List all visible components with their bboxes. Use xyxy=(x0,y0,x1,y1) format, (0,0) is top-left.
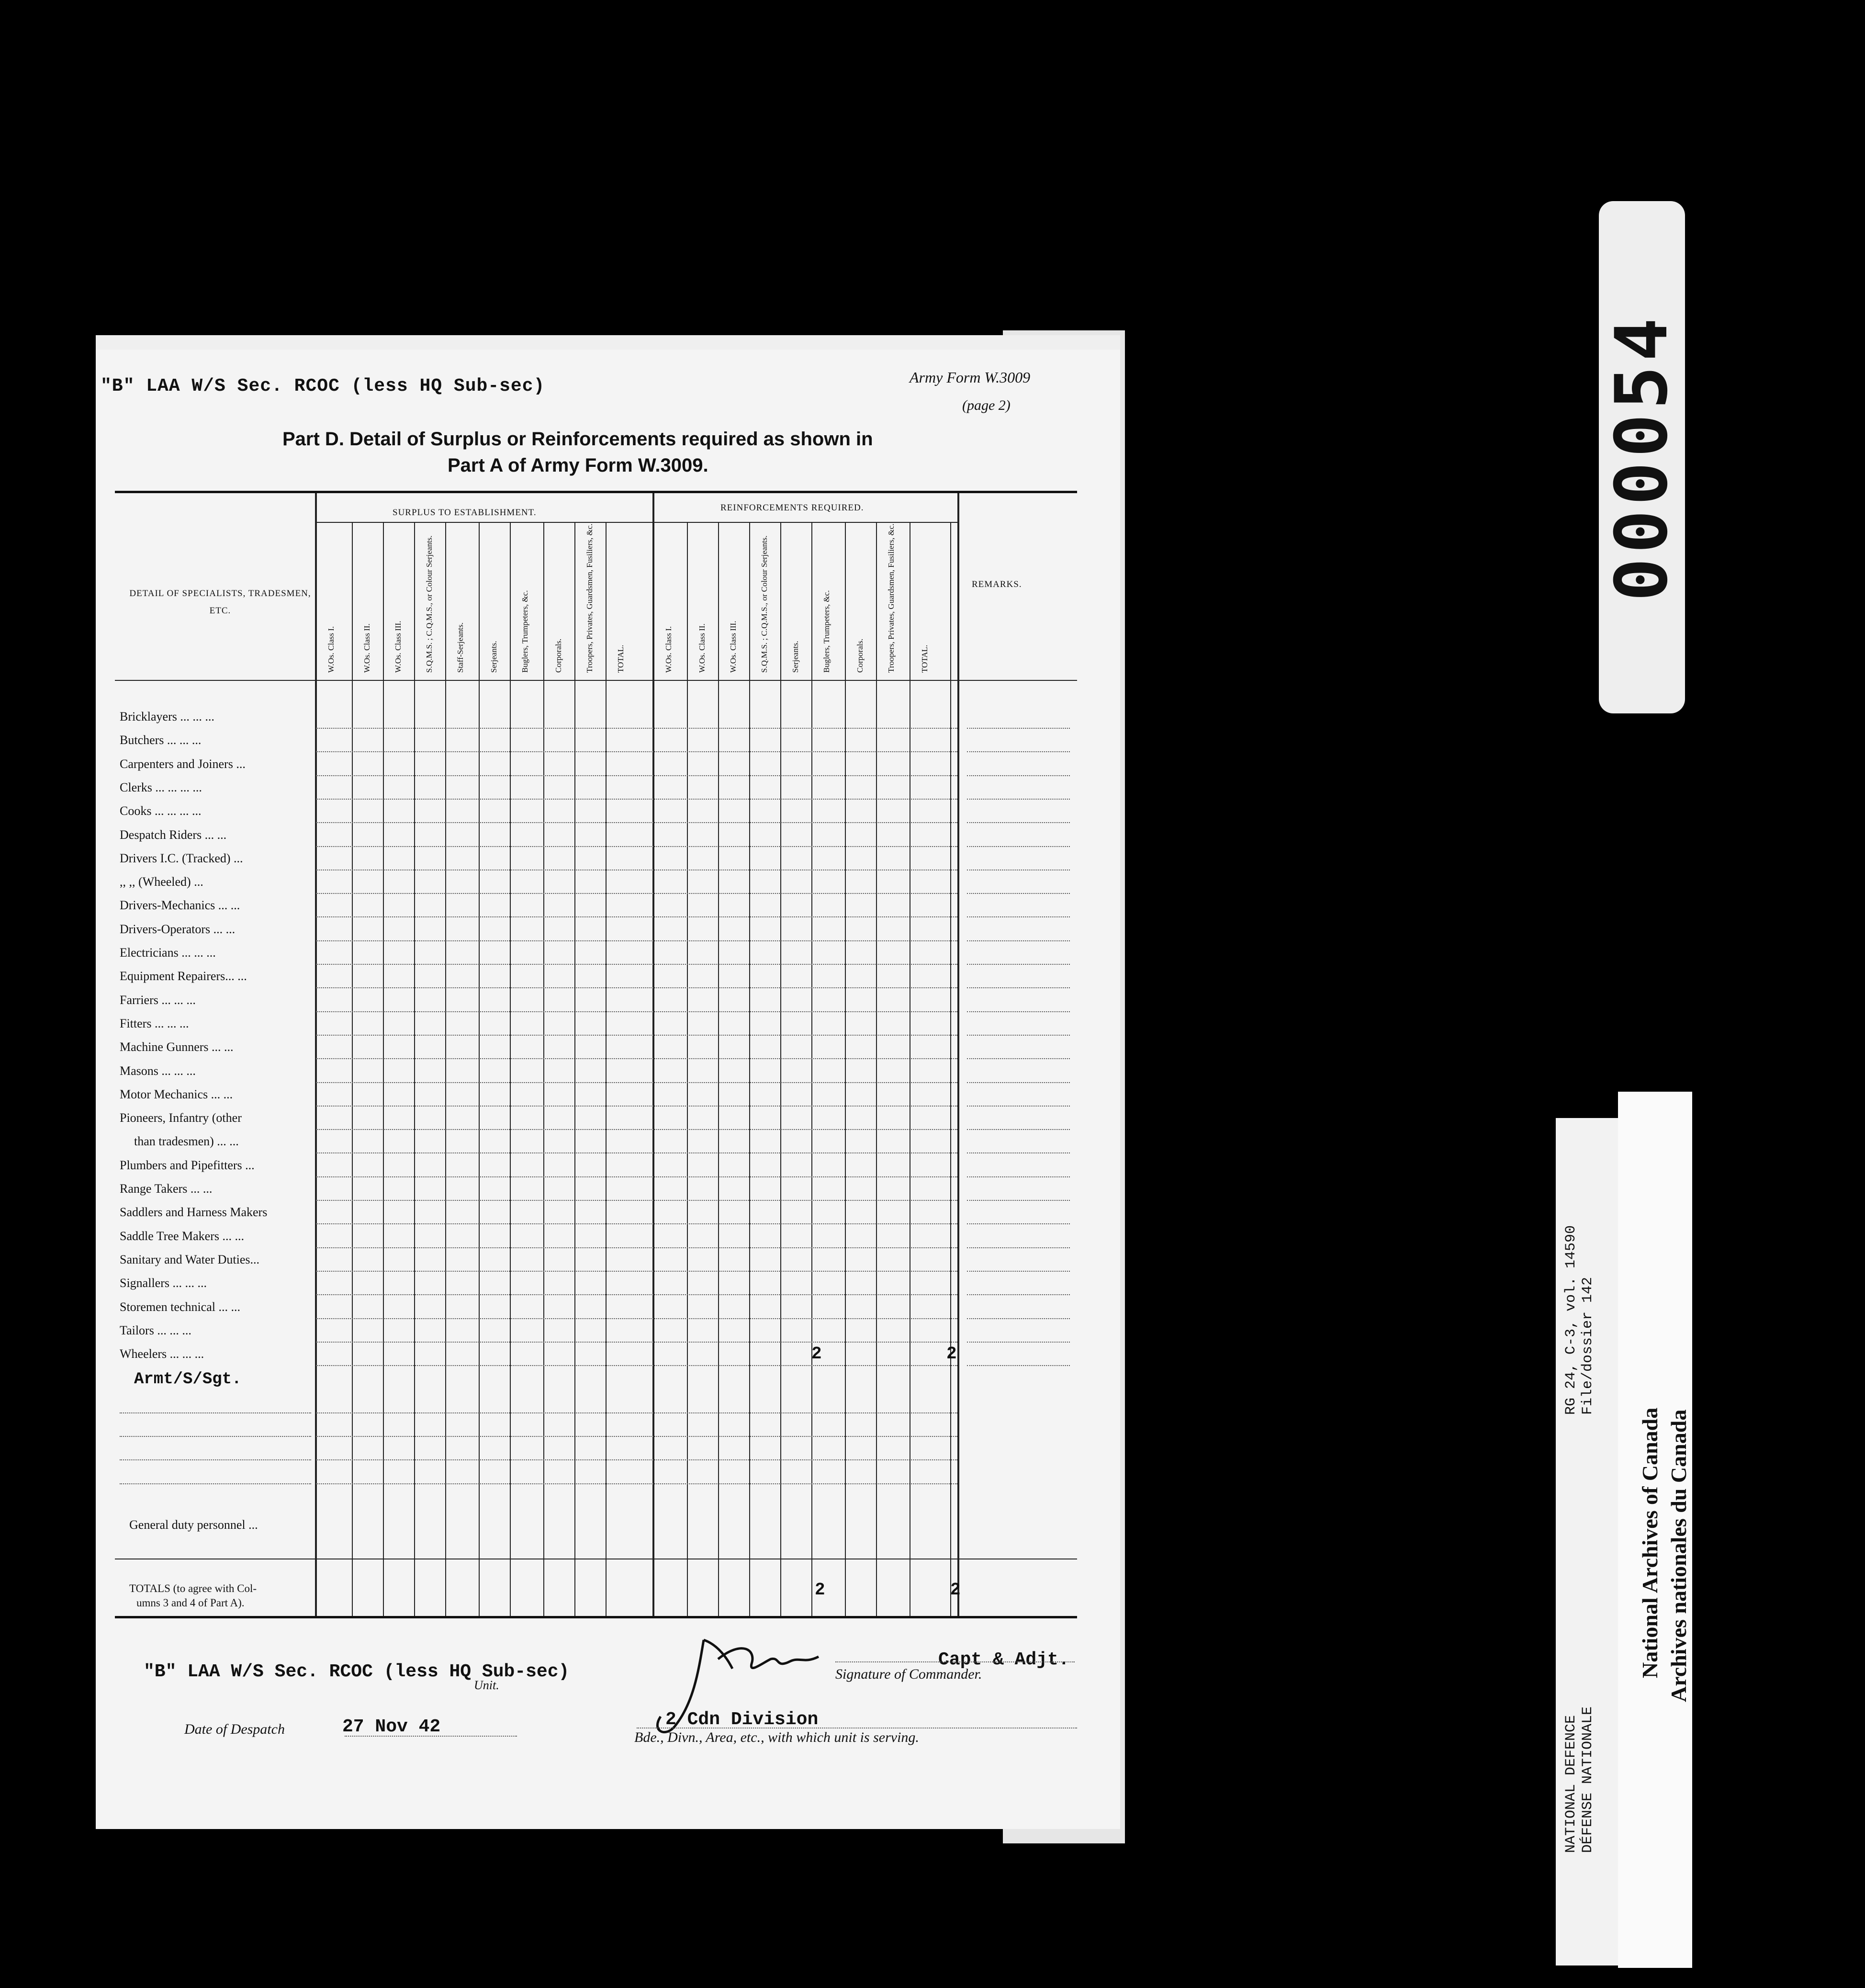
remarks-row-rule xyxy=(967,1106,1070,1107)
remarks-row-rule xyxy=(967,1082,1070,1083)
row-rule xyxy=(316,1271,957,1272)
totals-serjeants-value: 2 xyxy=(815,1580,825,1600)
row-rule xyxy=(316,1035,957,1036)
row-label: Signallers ... ... ... xyxy=(120,1276,207,1290)
remarks-row-rule xyxy=(967,846,1070,847)
row-label: Machine Gunners ... ... xyxy=(120,1040,234,1054)
row-rule xyxy=(316,1342,957,1343)
remarks-row-rule xyxy=(967,1200,1070,1201)
row-rule xyxy=(316,1200,957,1201)
despatch-date-value: 27 Nov 42 xyxy=(342,1717,441,1737)
reinforcement-column-line xyxy=(950,522,951,1616)
totals-total-value: 2 xyxy=(950,1580,961,1600)
surplus-column-header: Buglers, Trumpeters, &c. xyxy=(520,590,529,673)
extra-row-total-value: 2 xyxy=(946,1344,957,1364)
row-label: Wheelers ... ... ... xyxy=(120,1347,204,1361)
separator-remarks xyxy=(957,493,959,1616)
row-rule xyxy=(316,1058,957,1059)
surplus-column-header: W.Os. Class II. xyxy=(362,623,371,673)
row-label: Fitters ... ... ... xyxy=(120,1016,189,1030)
remarks-row-rule xyxy=(967,940,1070,941)
row-rule xyxy=(316,775,957,776)
row-rule xyxy=(316,1176,957,1177)
date-dotted-line xyxy=(345,1736,517,1737)
row-label: Drivers I.C. (Tracked) ... xyxy=(120,851,243,865)
totals-label-2: umns 3 and 4 of Part A). xyxy=(136,1597,245,1609)
reinforcement-column-header: W.Os. Class III. xyxy=(729,621,738,673)
surplus-column-line xyxy=(445,522,446,1616)
reinforcement-column-header: Buglers, Trumpeters, &c. xyxy=(822,590,831,673)
row-label: than tradesmen) ... ... xyxy=(134,1134,239,1149)
archive-reference-2: File/dossier 142 xyxy=(1580,1276,1596,1415)
reinforcement-column-line xyxy=(749,522,750,1616)
reinforcement-column-line xyxy=(811,522,812,1616)
surplus-column-line xyxy=(316,522,317,1616)
row-label: Carpenters and Joiners ... xyxy=(120,757,246,771)
surplus-column-line xyxy=(574,522,575,1616)
row-label: Clerks ... ... ... ... xyxy=(120,780,202,794)
blank-label-rule xyxy=(120,1436,311,1437)
remarks-row-rule xyxy=(967,799,1070,800)
extra-row-serjeants-value: 2 xyxy=(811,1344,822,1364)
remarks-row-rule xyxy=(967,775,1070,776)
row-rule xyxy=(316,846,957,847)
detail-table xyxy=(115,491,1077,1618)
reinforcement-column-line xyxy=(653,522,654,1616)
reinforcements-group-header: REINFORCEMENTS REQUIRED. xyxy=(720,503,864,513)
row-label: Sanitary and Water Duties... xyxy=(120,1252,260,1266)
remarks-row-rule xyxy=(967,728,1070,729)
row-rule xyxy=(316,964,957,965)
part-d-heading: Part D. Detail of Surplus or Reinforcements required as shown in xyxy=(282,429,873,450)
remarks-row-rule xyxy=(967,1058,1070,1059)
surplus-column-header: W.Os. Class III. xyxy=(393,621,403,673)
surplus-column-header: Corporals. xyxy=(554,638,563,673)
remarks-row-rule xyxy=(967,1176,1070,1177)
remarks-row-rule xyxy=(967,1247,1070,1248)
defence-en: NATIONAL DEFENCE xyxy=(1563,1715,1579,1853)
remarks-row-rule xyxy=(967,751,1070,752)
header-bottom-rule xyxy=(115,680,1077,681)
row-rule xyxy=(316,987,957,988)
row-label: Plumbers and Pipefitters ... xyxy=(120,1158,255,1172)
blank-row-rule xyxy=(316,1459,957,1460)
reinforcement-column-header: S.Q.M.S. ; C.Q.M.S., or Colour Serjeants. xyxy=(760,535,769,673)
blank-label-rule xyxy=(120,1459,311,1460)
archive-reference-1: RG 24, C-3, vol. 14590 xyxy=(1563,1225,1579,1415)
surplus-column-line xyxy=(414,522,415,1616)
blank-row-rule xyxy=(316,1436,957,1437)
remarks-column-header: REMARKS. xyxy=(972,579,1022,589)
surplus-column-header: Staff-Serjeants. xyxy=(456,622,465,673)
reinforcement-column-line xyxy=(718,522,719,1616)
surplus-group-header: SURPLUS TO ESTABLISHMENT. xyxy=(393,508,537,518)
row-rule xyxy=(316,916,957,917)
remarks-row-rule xyxy=(967,1294,1070,1295)
form-page: (page 2) xyxy=(962,397,1011,413)
reinforcement-column-line xyxy=(687,522,688,1616)
despatch-date-label: Date of Despatch xyxy=(184,1721,285,1737)
row-label: Motor Mechanics ... ... xyxy=(120,1087,233,1101)
row-rule xyxy=(316,1129,957,1130)
remarks-row-rule xyxy=(967,987,1070,988)
remarks-row-rule xyxy=(967,1271,1070,1272)
row-label: Tailors ... ... ... xyxy=(120,1323,191,1337)
blank-label-rule xyxy=(120,1483,311,1484)
signature-dotted-line xyxy=(835,1661,1075,1662)
remarks-row-rule xyxy=(967,822,1070,823)
row-rule xyxy=(316,1223,957,1224)
reinforcement-column-header: Serjeants. xyxy=(791,641,800,673)
blank-label-rule xyxy=(120,1412,311,1413)
blank-row-rule xyxy=(316,1412,957,1413)
row-label: Storemen technical ... ... xyxy=(120,1299,240,1314)
frame-number: 000054 xyxy=(1600,313,1684,601)
row-rule xyxy=(316,1106,957,1107)
footer-unit-caption: Unit. xyxy=(474,1678,499,1692)
extra-row-label: Armt/S/Sgt. xyxy=(134,1370,242,1389)
detail-column-header: DETAIL OF SPECIALISTS, TRADESMEN, ETC. xyxy=(129,588,311,616)
surplus-column-header: S.Q.M.S. ; C.Q.M.S., or Colour Serjeants. xyxy=(425,535,434,673)
surplus-column-line xyxy=(352,522,353,1616)
part-d-subheading: Part A of Army Form W.3009. xyxy=(448,455,708,476)
row-rule xyxy=(316,1247,957,1248)
row-label: Butchers ... ... ... xyxy=(120,733,202,747)
row-rule xyxy=(316,822,957,823)
row-label: Drivers-Mechanics ... ... xyxy=(120,898,240,913)
unit-header: "B" LAA W/S Sec. RCOC (less HQ Sub-sec) xyxy=(101,376,545,396)
surplus-column-header: TOTAL. xyxy=(616,644,625,673)
surplus-column-line xyxy=(606,522,607,1616)
row-label: ,, ,, (Wheeled) ... xyxy=(120,875,203,889)
row-rule xyxy=(316,799,957,800)
general-duty-label: General duty personnel ... xyxy=(129,1518,258,1532)
remarks-row-rule xyxy=(967,1365,1070,1366)
form-number: Army Form W.3009 xyxy=(910,369,1031,386)
blank-row-rule xyxy=(316,1483,957,1484)
remarks-row-rule xyxy=(967,893,1070,894)
reinforcement-column-header: W.Os. Class II. xyxy=(697,623,707,673)
reinforcement-column-header: Troopers, Privates, Guardsmen, Fusiliers, &c. xyxy=(887,523,896,673)
defence-fr: DÉFENSE NATIONALE xyxy=(1580,1706,1596,1853)
surplus-column-header: Troopers, Privates, Guardsmen, Fusiliers, &c. xyxy=(585,523,594,673)
row-label: Bricklayers ... ... ... xyxy=(120,710,214,723)
division-caption: Bde., Divn., Area, etc., with which unit is serving. xyxy=(634,1729,919,1745)
signature-title: Capt & Adjt. xyxy=(938,1649,1069,1670)
paper-edge xyxy=(96,335,1120,350)
row-label: Cooks ... ... ... ... xyxy=(120,804,202,818)
remarks-row-rule xyxy=(967,1342,1070,1343)
frame-number-stamp xyxy=(1599,201,1685,713)
totals-label-1: TOTALS (to agree with Col- xyxy=(129,1582,257,1594)
row-rule xyxy=(316,751,957,752)
reinforcement-column-line xyxy=(845,522,846,1616)
row-label: Farriers ... ... ... xyxy=(120,993,196,1007)
reinforcement-column-header: TOTAL. xyxy=(920,644,929,673)
reinforcement-column-line xyxy=(780,522,781,1616)
surplus-column-line xyxy=(510,522,511,1616)
row-rule xyxy=(316,1082,957,1083)
row-label: Despatch Riders ... ... xyxy=(120,827,227,842)
remarks-row-rule xyxy=(967,1035,1070,1036)
remarks-row-rule xyxy=(967,1223,1070,1224)
surplus-column-line xyxy=(479,522,480,1616)
row-rule xyxy=(316,1318,957,1319)
row-label: Equipment Repairers... ... xyxy=(120,969,247,983)
signature-caption: Signature of Commander. xyxy=(835,1666,982,1682)
row-rule xyxy=(316,940,957,941)
national-archives-en: National Archives of Canada xyxy=(1638,1407,1662,1678)
national-archives-fr: Archives nationales du Canada xyxy=(1666,1409,1691,1702)
surplus-column-line xyxy=(543,522,544,1616)
reinforcement-column-header: Corporals. xyxy=(855,638,865,673)
row-rule xyxy=(316,1365,957,1366)
remarks-row-rule xyxy=(967,1318,1070,1319)
row-label: Pioneers, Infantry (other xyxy=(120,1111,242,1125)
row-label: Range Takers ... ... xyxy=(120,1182,213,1196)
reinforcement-column-line xyxy=(876,522,877,1616)
reinforcement-column-header: W.Os. Class I. xyxy=(664,626,673,673)
row-label: Electricians ... ... ... xyxy=(120,946,216,960)
surplus-column-header: Serjeants. xyxy=(489,641,498,673)
surplus-column-line xyxy=(383,522,384,1616)
group-header-rule xyxy=(316,522,957,523)
row-rule xyxy=(316,728,957,729)
remarks-row-rule xyxy=(967,964,1070,965)
footer-unit: "B" LAA W/S Sec. RCOC (less HQ Sub-sec) xyxy=(144,1661,570,1682)
row-rule xyxy=(316,893,957,894)
row-label: Saddlers and Harness Makers xyxy=(120,1205,268,1220)
row-label: Saddle Tree Makers ... ... xyxy=(120,1229,244,1243)
row-label: Drivers-Operators ... ... xyxy=(120,922,236,936)
remarks-row-rule xyxy=(967,916,1070,917)
remarks-row-rule xyxy=(967,1011,1070,1012)
row-rule xyxy=(316,1152,957,1153)
row-rule xyxy=(316,1011,957,1012)
division-value: 2 Cdn Division xyxy=(665,1709,819,1730)
row-rule xyxy=(316,1294,957,1295)
remarks-row-rule xyxy=(967,1152,1070,1153)
remarks-row-rule xyxy=(967,1129,1070,1130)
surplus-column-header: W.Os. Class I. xyxy=(326,626,336,673)
row-label: Masons ... ... ... xyxy=(120,1063,196,1078)
